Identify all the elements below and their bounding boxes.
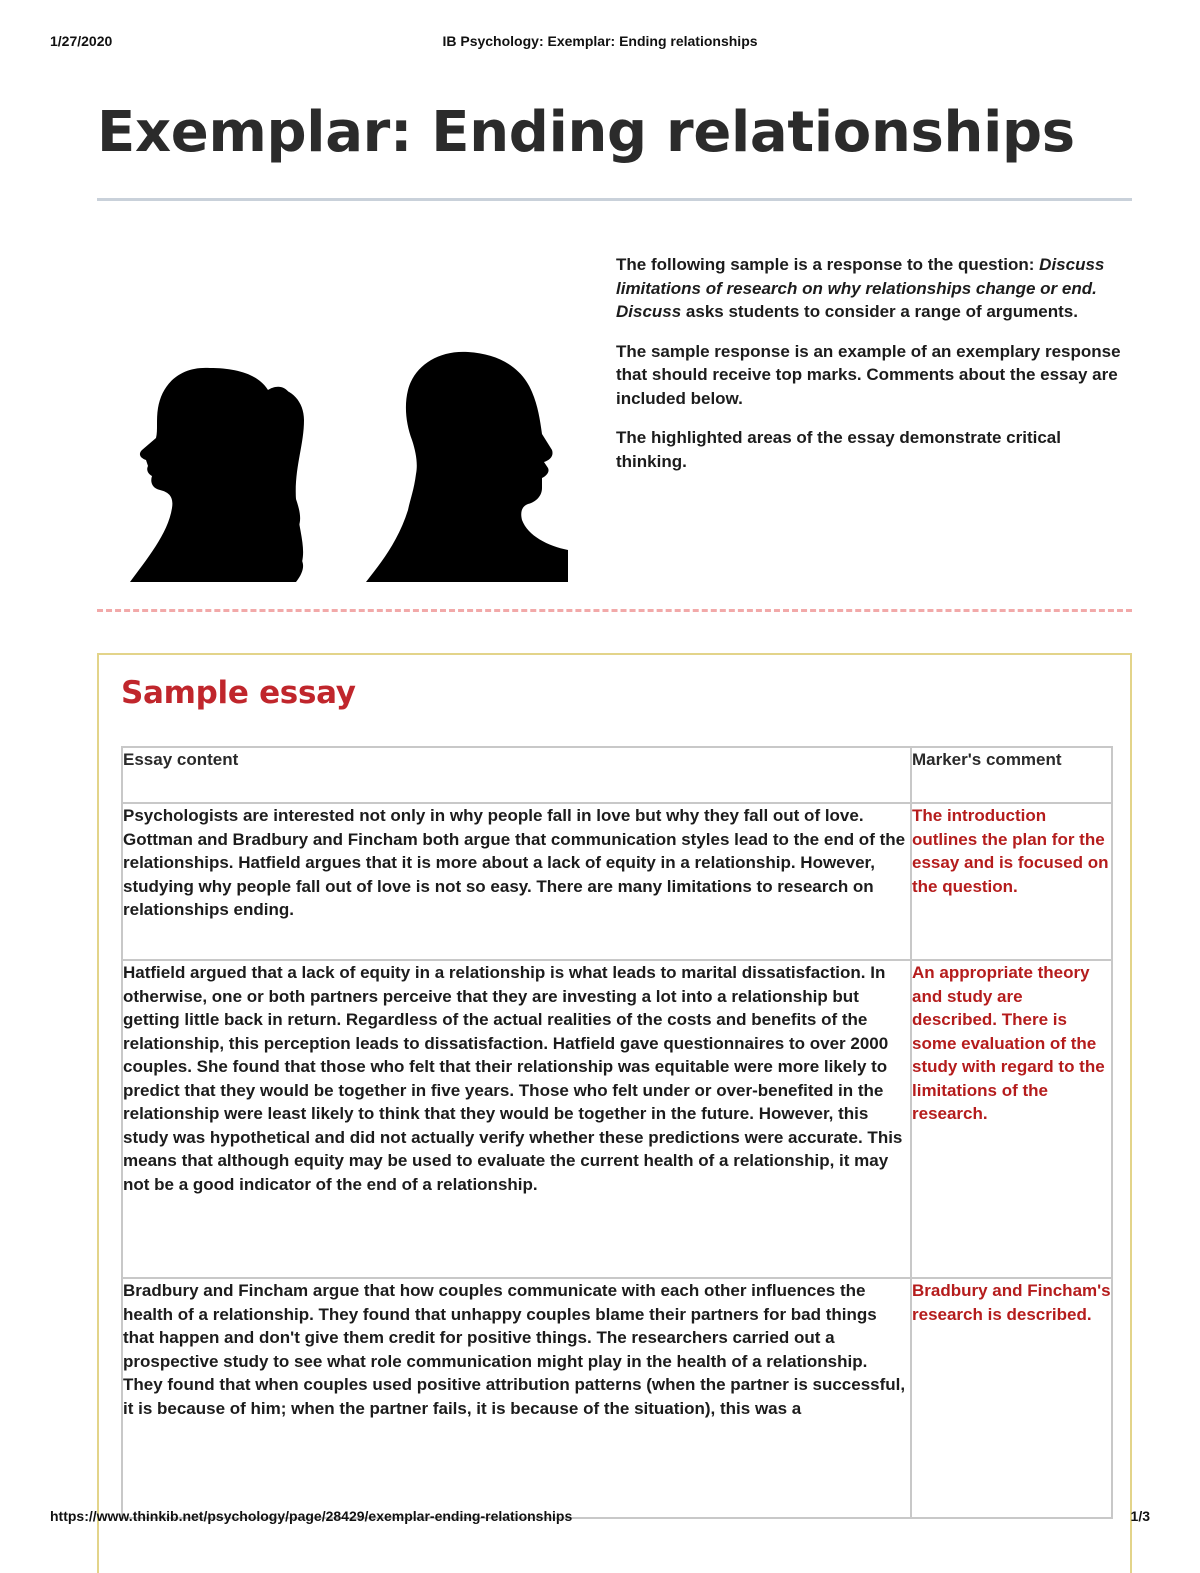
print-page-number: 1/3 [1130, 1508, 1150, 1524]
intro-prefix: The following sample is a response to the question: [616, 255, 1040, 274]
section-divider [97, 609, 1132, 612]
table-row [122, 1278, 1112, 1518]
intro-text [616, 253, 1126, 489]
essay-content-cell: Psychologists are interested not only in why people fall in love but why they fall out of love. Gottman and Bradbury and Fincham both argue that communication styles lead to the end of the relationships. Hatfield argues that it is more about a lack of equity in a relationship. However, studying why people fall out of love is not so easy. There are many limitations to research on relationships ending. [122, 803, 911, 960]
intro-command-term: Discuss [616, 302, 682, 321]
intro-paragraph-2: The sample response is an example of an exemplary response that should receive top marks. Comments about the essay are included below. [616, 341, 1121, 408]
man-silhouette [366, 352, 568, 582]
essay-table [121, 746, 1113, 1519]
table-row [122, 803, 1112, 960]
intro-paragraph-3: The highlighted areas of the essay demonstrate critical thinking. [616, 428, 1061, 471]
column-header-essay-content: Essay content [122, 747, 911, 803]
print-header-title: IB Psychology: Exemplar: Ending relationships [442, 33, 758, 49]
intro-suffix: asks students to consider a range of arguments. [681, 302, 1078, 321]
marker-comment-cell: Bradbury and Fincham's research is described. [911, 1278, 1112, 1518]
page-title: Exemplar: Ending relationships [97, 100, 1075, 165]
sample-essay-box [97, 653, 1132, 1573]
table-header-row [122, 747, 1112, 803]
column-header-markers-comment: Marker's comment [911, 747, 1112, 803]
sample-essay-heading: Sample essay [121, 675, 356, 711]
essay-content-cell: Bradbury and Fincham argue that how couples communicate with each other influences the health of a relationship. They found that unhappy couples blame their partners for bad things that happen and don't give them credit for positive things. The researchers carried out a prospective study to see what role communication might play in the health of a relationship. They found that when couples used positive attribution patterns (when the partner is successful, it is because of him; when the partner fails, it is because of the situation), this was a [122, 1278, 911, 1518]
marker-comment-cell: An appropriate theory and study are described. There is some evaluation of the study with regard to the limitations of the research. [911, 960, 1112, 1278]
marker-comment-cell: The introduction outlines the plan for the essay and is focused on the question. [911, 803, 1112, 960]
print-date: 1/27/2020 [50, 33, 113, 49]
intro-question-paragraph [616, 253, 1126, 324]
essay-content-cell: Hatfield argued that a lack of equity in a relationship is what leads to marital dissatisfaction. In otherwise, one or both partners perceive that they are investing a lot into a relationship but getting little back in return. Regardless of the actual realities of the costs and benefits of the relationship, this perception leads to dissatisfaction. Hatfield gave questionnaires to over 2000 couples. She found that those who felt that their relationship was equitable were more likely to predict that they would be together in five years. Those who felt under or over-benefited in the relationship were least likely to think that they would be together in the future. However, this study was hypothetical and did not actually verify whether these predictions were accurate. This means that although equity may be used to evaluate the current health of a relationship, it may not be a good indicator of the end of a relationship. [122, 960, 911, 1278]
print-footer-url: https://www.thinkib.net/psychology/page/28429/exemplar-ending-relationships [50, 1508, 573, 1524]
silhouettes-image [118, 350, 568, 582]
table-row [122, 960, 1112, 1278]
intro-question: Discuss limitations of research on why relationships change or end. [616, 255, 1105, 298]
title-rule [97, 198, 1132, 201]
